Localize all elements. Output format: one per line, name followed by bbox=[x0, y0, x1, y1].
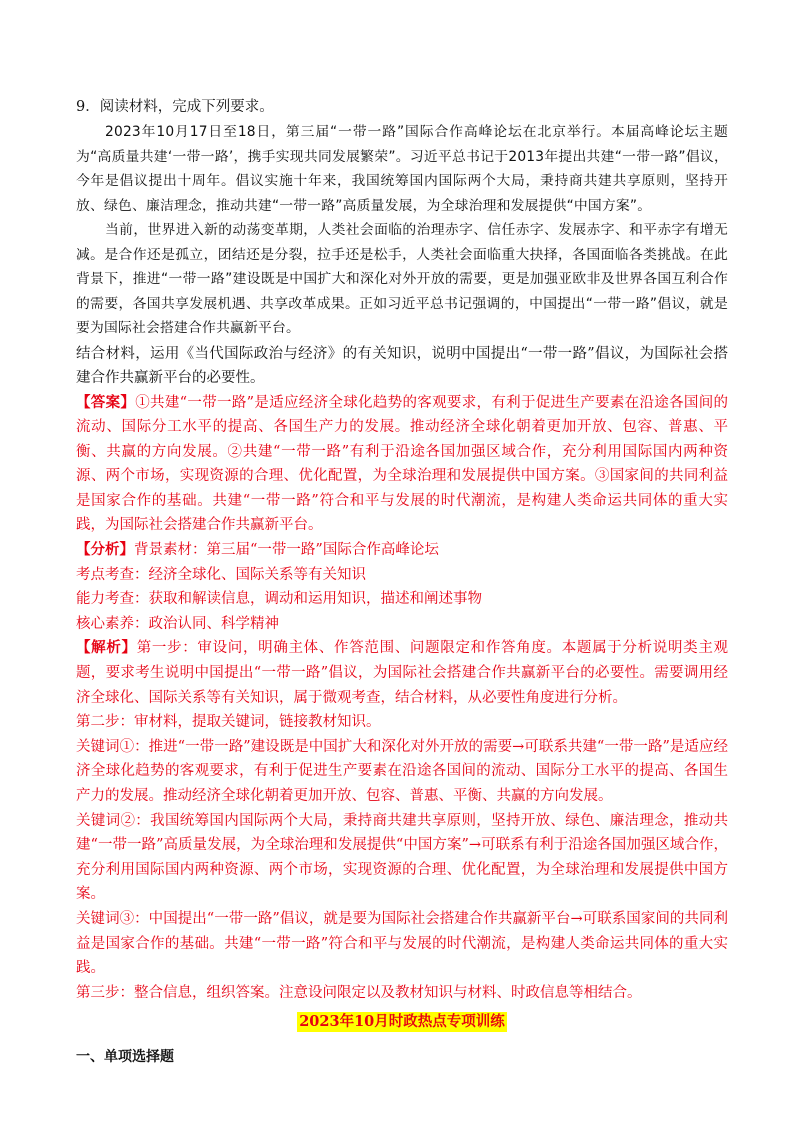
answer-label: 【答案】 bbox=[76, 393, 136, 411]
material-paragraph-2: 当前，世界进入新的动荡变革期，人类社会面临的治理赤字、信任赤字、发展赤字、和平赤字有增无减。是合作还是孤立，团结还是分裂，拉手还是松手，人类社会面临重大抉择，各国面临各类挑战。在此背景下，推进“一带一路”建设既是中国扩大和深化对外开放的需要，更是加强亚欧非及世界各国互利合作的需要，各国共享发展机遇、共享改革成果。正如习近平总书记强调的，中国提出“一带一路”倡议，就是要为国际社会搭建合作共赢新平台。 bbox=[76, 222, 728, 336]
material-paragraph-1: 2023年10月17日至18日，第三届“一带一路”国际合作高峰论坛在北京举行。本届高峰论坛主题为“高质量共建‘一带一路’，携手实现共同发展繁荣”。习近平总书记于2013年提出共建“一带一路”倡议，今年是倡议提出十周年。倡议实施十年来，我国统筹国内国际两个大局，秉持商共建共享原则，坚持开放、绿色、廉洁理念，推动共建“一带一路”高质量发展，为全球治理和发展提供“中国方案”。 bbox=[76, 124, 728, 214]
analysis-exam-points: 考点考查：经济全球化、国际关系等有关知识 bbox=[76, 566, 366, 583]
analysis-ability: 能力考查：获取和解读信息，调动和运用知识，描述和阐述事物 bbox=[76, 591, 482, 608]
document-page bbox=[76, 96, 728, 1066]
explanation-step2: 第二步：审材料，提取关键词，链接教材知识。 bbox=[76, 714, 381, 731]
explanation-step1-text: 第一步：审设问，明确主体、作答范围、问题限定和作答角度。本题属于分析说明类主观题，要求考生说明中国提出“一带一路”倡议，为国际社会搭建合作共赢新平台的必要性。需要调用经济全球化、国际关系等有关知识，属于微观考查，结合材料，从必要性角度进行分析。 bbox=[76, 640, 729, 706]
explanation-step3: 第三步：整合信息，组织答案。注意设问限定以及教材知识与材料、时政信息等相结合。 bbox=[76, 984, 642, 1001]
answer-analysis-block bbox=[76, 391, 728, 1006]
analysis-background bbox=[76, 538, 728, 563]
analysis-label: 【分析】 bbox=[76, 541, 134, 559]
section-heading: 一、单项选择题 bbox=[76, 1049, 174, 1066]
question-number: 9．阅读材料，完成下列要求。 bbox=[76, 99, 274, 115]
explanation-label: 【解析】 bbox=[76, 639, 137, 657]
section-title: 2023年10月时政热点专项训练 bbox=[299, 1013, 505, 1031]
answer-paragraph bbox=[76, 391, 728, 539]
explanation-keyword1: 关键词①：推进“一带一路”建设既是中国扩大和深化对外开放的需要→可联系共建“一带一路”是适应经济全球化趋势的客观要求，有利于促进生产要素在沿途各国间的流动、国际分工水平的提高、各国生产力的发展。推动经济全球化朝着更加开放、包容、普惠、平衡、共赢的方向发展。 bbox=[76, 738, 728, 804]
explanation-keyword2: 关键词②：我国统筹国内国际两个大局，秉持商共建共享原则，坚持开放、绿色、廉洁理念，推动共建“一带一路”高质量发展，为全球治理和发展提供“中国方案”→可联系有利于沿途各国加强区域合作，充分利用国际国内两种资源、两个市场，实现资源的合理、优化配置，为全球治理和发展提供中国方案。 bbox=[76, 812, 728, 903]
section-title-wrap bbox=[76, 1011, 728, 1032]
analysis-literacy: 核心素养：政治认同、科学精神 bbox=[76, 615, 279, 632]
explanation-keyword3: 关键词③：中国提出“一带一路”倡议，就是要为国际社会搭建合作共赢新平台→可联系国家间的共同利益是国家合作的基础。共建“一带一路”符合和平与发展的时代潮流，是构建人类命运共同体的重大实践。 bbox=[76, 910, 728, 977]
analysis-background-text: 背景素材：第三届“一带一路”国际合作高峰论坛 bbox=[134, 542, 439, 559]
answer-text: ①共建“一带一路”是适应经济全球化趋势的客观要求，有利于促进生产要素在沿途各国间的流动、国际分工水平的提高、各国生产力的发展。推动经济全球化朝着更加开放、包容、普惠、平衡、共赢的方向发展。②共建“一带一路”有利于沿途各国加强区域合作，充分利用国际国内两种资源、两个市场，实现资源的合理、优化配置，为全球治理和发展提供中国方案。③国家间的共同利益是国家合作的基础。共建“一带一路”符合和平与发展的时代潮流，是构建人类命运共同体的重大实践，为国际社会搭建合作共赢新平台。 bbox=[76, 394, 729, 534]
question-task: 结合材料，运用《当代国际政治与经济》的有关知识，说明中国提出“一带一路”倡议，为国际社会搭建合作共赢新平台的必要性。 bbox=[76, 345, 728, 386]
explanation-step1 bbox=[76, 636, 728, 710]
material-block bbox=[76, 120, 728, 341]
